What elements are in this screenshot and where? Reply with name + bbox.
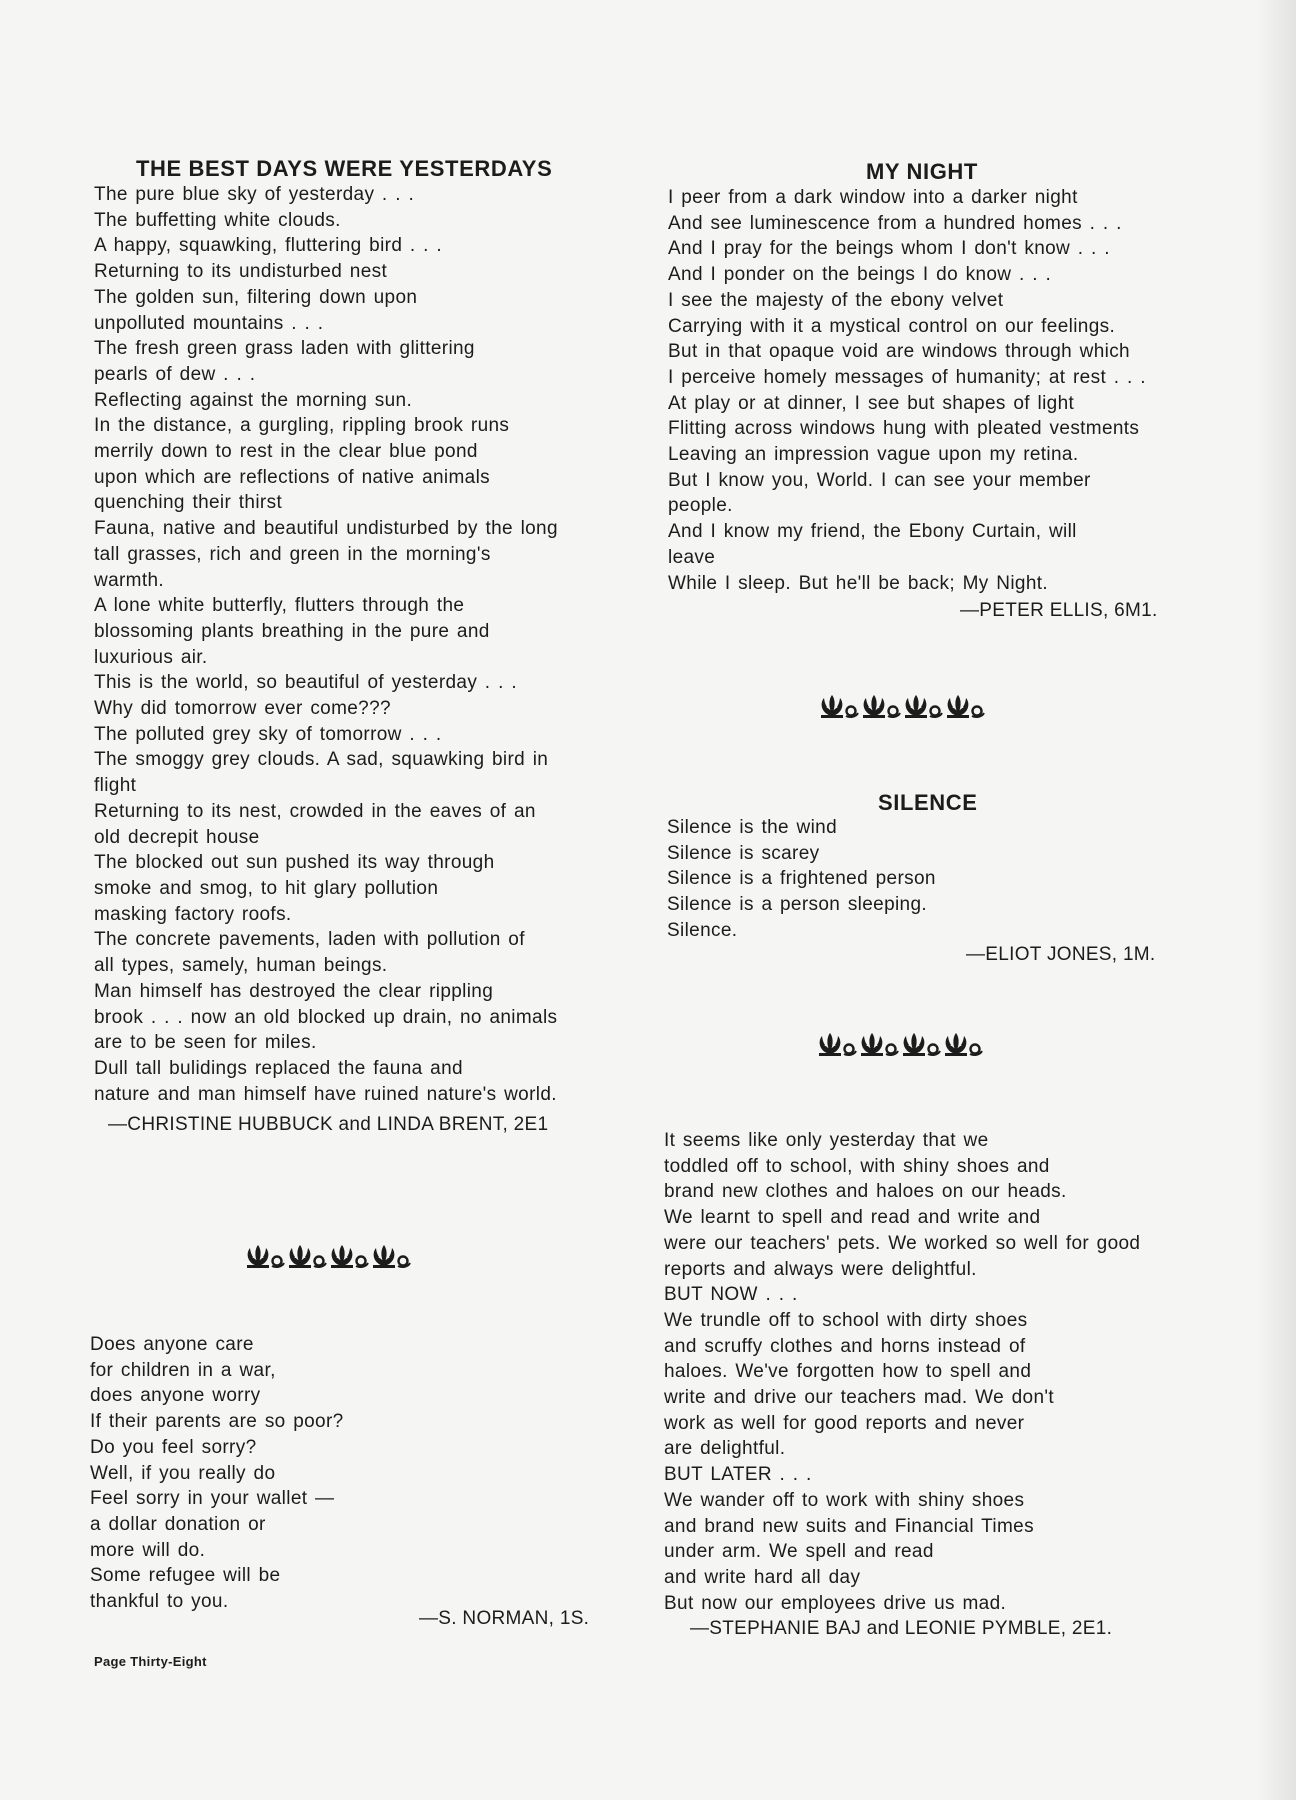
poem-line: But in that opaque void are windows through which [668, 341, 1130, 363]
poem-line: toddled off to school, with shiny shoes and [664, 1155, 1050, 1177]
poem-silence [667, 815, 936, 944]
poem-line: Well, if you really do [90, 1462, 276, 1484]
poem-line: Silence is scarey [667, 842, 820, 864]
poem-line: for children in a war, [90, 1359, 276, 1381]
poem-line: BUT LATER . . . [664, 1464, 812, 1486]
poem-line: Fauna, native and beautiful undisturbed by the long [94, 518, 558, 540]
poem-line: haloes. We've forgotten how to spell and [664, 1361, 1032, 1383]
poem-title-silence: SILENCE [878, 790, 978, 815]
poem-line: We learnt to spell and read and write and [664, 1207, 1041, 1229]
poem-line: In the distance, a gurgling, rippling brook runs [94, 415, 510, 437]
poem-line: I see the majesty of the ebony velvet [668, 289, 1004, 311]
poem-line: were our teachers' pets. We worked so well for good [664, 1232, 1141, 1254]
poem-line: Carrying with it a mystical control on our feelings. [668, 315, 1116, 337]
poem-line: Some refugee will be [90, 1565, 281, 1587]
page-edge-shadow [1256, 0, 1296, 1800]
poem-line: Why did tomorrow ever come??? [94, 698, 391, 720]
poem-line: under arm. We spell and read [664, 1541, 934, 1563]
poem-only-yesterday [664, 1128, 1140, 1616]
poem-line: Feel sorry in your wallet — [90, 1488, 335, 1510]
poem-line: masking factory roofs. [94, 903, 292, 925]
poem-best-days [94, 182, 558, 1107]
poem-line: all types, samely, human beings. [94, 955, 388, 977]
ornament-divider [244, 1244, 416, 1270]
author-only-yesterday: —STEPHANIE BAJ and LEONIE PYMBLE, 2E1. [690, 1618, 1113, 1639]
poem-line: Leaving an impression vague upon my retina. [668, 444, 1079, 466]
poem-line: And I pray for the beings whom I don't know . . . [668, 238, 1110, 260]
author-my-night: —PETER ELLIS, 6M1. [960, 600, 1158, 621]
poem-line: A lone white butterfly, flutters through the [94, 595, 465, 617]
poem-line: Silence. [667, 919, 738, 941]
poem-line: But now our employees drive us mad. [664, 1592, 1007, 1614]
poem-line: Reflecting against the morning sun. [94, 389, 413, 411]
poem-line: nature and man himself have ruined nature's world. [94, 1083, 557, 1105]
poem-line: The smoggy grey clouds. A sad, squawking bird in [94, 749, 549, 771]
poem-line: a dollar donation or [90, 1513, 266, 1535]
poem-line: I perceive homely messages of humanity; at rest . . . [668, 366, 1146, 388]
poem-line: Dull tall bulidings replaced the fauna and [94, 1057, 463, 1079]
poem-line: The fresh green grass laden with glittering [94, 338, 475, 360]
author-best-days: —CHRISTINE HUBBUCK and LINDA BRENT, 2E1 [108, 1114, 549, 1135]
author-anyone-care: —S. NORMAN, 1S. [419, 1608, 590, 1629]
poem-line: and write hard all day [664, 1566, 861, 1588]
poem-line: and scruffy clothes and horns instead of [664, 1335, 1026, 1357]
poem-line: The polluted grey sky of tomorrow . . . [94, 723, 442, 745]
poem-line: This is the world, so beautiful of yesterday . . . [94, 672, 517, 694]
poem-my-night [668, 185, 1146, 596]
poem-line: Silence is a frightened person [667, 868, 936, 890]
poem-line: tall grasses, rich and green in the morning's [94, 543, 491, 565]
poem-line: Flitting across windows hung with pleated vestments [668, 418, 1140, 440]
poem-line: brook . . . now an old blocked up drain, no animals [94, 1006, 558, 1028]
poem-line: leave [668, 546, 716, 568]
poem-line: I peer from a dark window into a darker night [668, 187, 1078, 208]
poem-line: does anyone worry [90, 1385, 261, 1407]
poem-line: old decrepit house [94, 826, 260, 848]
poem-line: Silence is a person sleeping. [667, 894, 928, 916]
poem-line: The blocked out sun pushed its way through [94, 852, 495, 874]
poem-line: A happy, squawking, fluttering bird . . . [94, 235, 443, 257]
poem-line: and brand new suits and Financial Times [664, 1515, 1034, 1537]
poem-line: But I know you, World. I can see your member [668, 469, 1091, 491]
poem-line: people. [668, 495, 733, 517]
poem-title-best-days: THE BEST DAYS WERE YESTERDAYS [136, 156, 553, 181]
ornament-divider [816, 1032, 988, 1058]
poem-line: Silence is the wind [667, 817, 838, 838]
poem-line: Man himself has destroyed the clear rippling [94, 980, 494, 1002]
poem-line: We wander off to work with shiny shoes [664, 1489, 1025, 1511]
poem-line: It seems like only yesterday that we [664, 1130, 989, 1151]
ornament-svg [818, 694, 990, 720]
poem-line: upon which are reflections of native animals [94, 466, 490, 488]
poem-line: The buffetting white clouds. [94, 209, 341, 231]
poem-line: quenching their thirst [94, 492, 283, 514]
ornament-divider [818, 694, 990, 720]
poem-line: We trundle off to school with dirty shoes [664, 1309, 1028, 1331]
poem-line: The pure blue sky of yesterday . . . [94, 184, 415, 205]
poem-line: While I sleep. But he'll be back; My Night. [668, 572, 1048, 594]
poem-line: are delightful. [664, 1438, 786, 1460]
poem-line: write and drive our teachers mad. We don't [664, 1387, 1054, 1409]
poem-line: And I know my friend, the Ebony Curtain, will [668, 521, 1077, 543]
poem-line: luxurious air. [94, 646, 208, 668]
poem-line: smoke and smog, to hit glary pollution [94, 877, 439, 899]
author-silence: —ELIOT JONES, 1M. [966, 944, 1156, 965]
poem-line: brand new clothes and haloes on our heads. [664, 1181, 1067, 1203]
ornament-svg [244, 1244, 416, 1270]
poem-line: reports and always were delightful. [664, 1258, 977, 1280]
poem-anyone-care [90, 1332, 344, 1615]
poem-line: If their parents are so poor? [90, 1411, 344, 1433]
poem-line: pearls of dew . . . [94, 363, 256, 385]
poem-line: Returning to its undisturbed nest [94, 261, 388, 283]
poem-line: The concrete pavements, laden with pollution of [94, 929, 525, 951]
poem-line: merrily down to rest in the clear blue pond [94, 441, 478, 463]
poem-title-my-night: MY NIGHT [866, 159, 978, 184]
poem-line: BUT NOW . . . [664, 1284, 798, 1306]
poem-line: Does anyone care [90, 1334, 254, 1355]
poem-line: flight [94, 775, 137, 797]
page-number: Page Thirty-Eight [94, 1654, 207, 1669]
poem-line: thankful to you. [90, 1591, 229, 1613]
poem-line: Returning to its nest, crowded in the eaves of an [94, 800, 536, 822]
poem-line: At play or at dinner, I see but shapes of light [668, 392, 1075, 414]
ornament-svg [816, 1032, 988, 1058]
poem-line: The golden sun, filtering down upon [94, 286, 418, 308]
poem-line: are to be seen for miles. [94, 1032, 317, 1054]
poem-line: work as well for good reports and never [664, 1412, 1025, 1434]
poem-line: Do you feel sorry? [90, 1436, 257, 1458]
poem-line: warmth. [94, 569, 165, 591]
poem-line: more will do. [90, 1539, 206, 1561]
poem-line: And see luminescence from a hundred homes . . . [668, 212, 1122, 234]
poem-line: unpolluted mountains . . . [94, 312, 324, 334]
poem-line: And I ponder on the beings I do know . . . [668, 264, 1052, 286]
poem-line: blossoming plants breathing in the pure and [94, 620, 490, 642]
